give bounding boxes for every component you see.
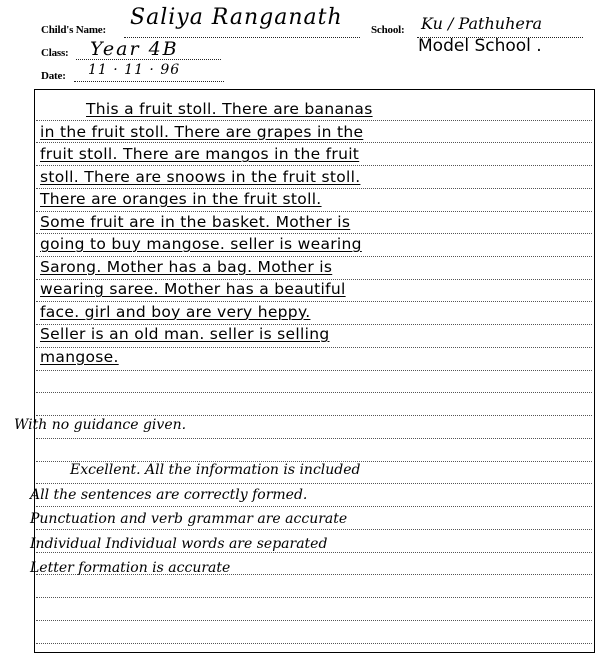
child-name-value: Saliya Ranganath bbox=[130, 5, 343, 30]
story-line: There are oranges in the fruit stoll. bbox=[40, 190, 322, 208]
story-line: This a fruit stoll. There are bananas bbox=[86, 100, 373, 118]
class-label: Class: bbox=[41, 47, 69, 59]
story-line: Sarong. Mother has a bag. Mother is bbox=[40, 257, 333, 276]
story-text bbox=[40, 98, 588, 368]
feedback-line: Letter formation is accurate bbox=[30, 560, 231, 576]
class-value: Year 4B bbox=[90, 38, 179, 60]
story-line: in the fruit stoll. There are grapes in the bbox=[40, 122, 364, 141]
school-value-line1: Ku / Pathuhera bbox=[421, 14, 543, 33]
feedback-line: Individual Individual words are separated bbox=[30, 535, 328, 552]
teacher-comment: With no guidance given. bbox=[14, 417, 187, 433]
child-name-label: Child's Name: bbox=[41, 24, 106, 36]
school-value-line2: Model School . bbox=[418, 36, 542, 56]
story-line: face. girl and boy are very heppy. bbox=[40, 302, 311, 321]
story-line: going to buy mangose. seller is wearing bbox=[40, 235, 362, 253]
date-value: 11 · 11 · 96 bbox=[88, 62, 181, 78]
story-line: wearing saree. Mother has a beautiful bbox=[40, 280, 346, 298]
feedback-line: Excellent. All the information is included bbox=[70, 462, 361, 478]
story-line: mangose. bbox=[40, 347, 119, 366]
feedback-line: Punctuation and verb grammar are accurate bbox=[30, 511, 348, 527]
story-line: fruit stoll. There are mangos in the fruit bbox=[40, 145, 360, 163]
story-line: stoll. There are snoows in the fruit stoll. bbox=[40, 167, 361, 186]
story-line: Some fruit are in the basket. Mother is bbox=[40, 212, 351, 231]
teacher-feedback bbox=[30, 458, 590, 581]
feedback-line: All the sentences are correctly formed. bbox=[30, 486, 308, 503]
date-label: Date: bbox=[41, 70, 66, 82]
story-line: Seller is an old man. seller is selling bbox=[40, 325, 330, 343]
school-label: School: bbox=[371, 24, 405, 36]
